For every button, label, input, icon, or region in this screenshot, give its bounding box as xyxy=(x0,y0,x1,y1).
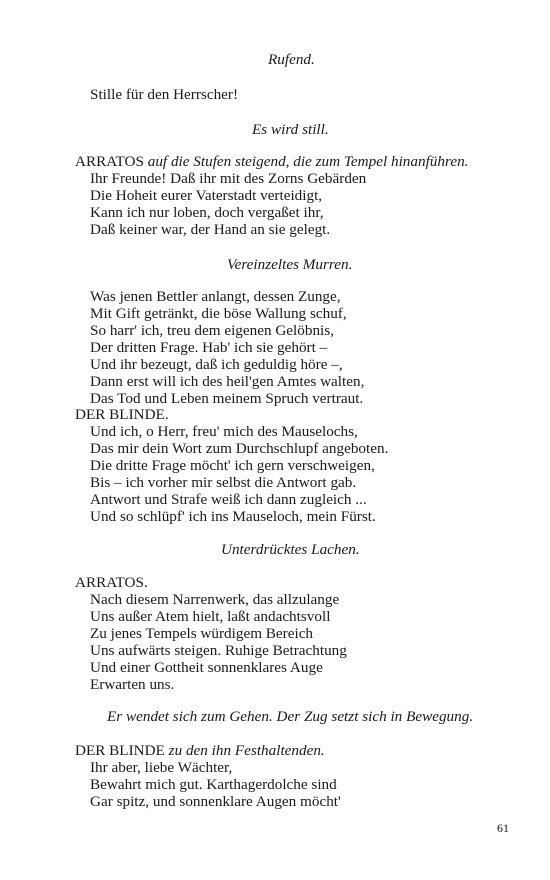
stage-direction: Er wendet sich zum Gehen. Der Zug setzt sich in Bewegung. xyxy=(107,708,474,725)
verse-line: Zu jenes Tempels würdigem Bereich xyxy=(90,625,314,642)
verse-line: So harr' ich, treu dem eigenen Gelöbnis, xyxy=(90,322,334,339)
speaker-name: DER BLINDE xyxy=(75,742,165,759)
verse-line: Die dritte Frage möcht' ich gern verschweigen, xyxy=(90,457,375,474)
stage-direction: Vereinzeltes Murren. xyxy=(227,256,353,273)
verse-line: Bewahrt mich gut. Karthagerdolche sind xyxy=(90,776,337,793)
verse-line: Mit Gift getränkt, die böse Wallung schuf, xyxy=(90,305,347,322)
verse-line: Daß keiner war, der Hand an sie gelegt. xyxy=(90,221,331,238)
speaker-name: DER BLINDE. xyxy=(75,406,169,423)
verse-line: Das mir dein Wort zum Durchschlupf angeboten. xyxy=(90,440,389,457)
stage-direction: Es wird still. xyxy=(252,121,329,138)
speaker-line xyxy=(75,742,325,759)
verse-line: Uns außer Atem hielt, laßt andachtsvoll xyxy=(90,608,331,625)
stage-direction: Rufend. xyxy=(268,51,315,68)
verse-line: Und einer Gottheit sonnenklares Auge xyxy=(90,659,323,676)
speaker-name: ARRATOS xyxy=(75,153,144,170)
verse-line: Das Tod und Leben meinem Spruch vertraut. xyxy=(90,390,364,407)
verse-line: Und so schlüpf' ich ins Mauseloch, mein Fürst. xyxy=(90,508,376,525)
verse-line: Ihr aber, liebe Wächter, xyxy=(90,759,233,776)
verse-line: Kann ich nur loben, doch vergaßet ihr, xyxy=(90,204,324,221)
verse-line: Erwarten uns. xyxy=(90,676,175,693)
verse-line: Der dritten Frage. Hab' ich sie gehört – xyxy=(90,339,328,356)
verse-line: Nach diesem Narrenwerk, das allzulange xyxy=(90,591,340,608)
verse-line: Gar spitz, und sonnenklare Augen möcht' xyxy=(90,793,341,810)
verse-line: Uns aufwärts steigen. Ruhige Betrachtung xyxy=(90,642,347,659)
verse-line: Was jenen Bettler anlangt, dessen Zunge, xyxy=(90,288,341,305)
verse-line: Antwort und Strafe weiß ich dann zugleich ... xyxy=(90,491,367,508)
verse-line: Die Hoheit eurer Vaterstadt verteidigt, xyxy=(90,187,323,204)
verse-line: Stille für den Herrscher! xyxy=(90,86,239,103)
speaker-name: ARRATOS. xyxy=(75,574,148,591)
verse-line: Und ihr bezeugt, daß ich geduldig höre –, xyxy=(90,356,343,373)
page-number: 61 xyxy=(497,821,509,835)
stage-direction: Unterdrücktes Lachen. xyxy=(221,541,360,558)
speaker-line xyxy=(75,153,468,170)
stage-direction: zu den ihn Festhaltenden. xyxy=(168,742,325,759)
verse-line: Ihr Freunde! Daß ihr mit des Zorns Gebärden xyxy=(90,170,367,187)
verse-line: Dann erst will ich des heil'gen Amtes walten, xyxy=(90,373,365,390)
verse-line: Bis – ich vorher mir selbst die Antwort gab. xyxy=(90,474,357,491)
verse-line: Und ich, o Herr, freu' mich des Mauselochs, xyxy=(90,423,358,440)
stage-direction: auf die Stufen steigend, die zum Tempel hinanführen. xyxy=(147,153,469,170)
